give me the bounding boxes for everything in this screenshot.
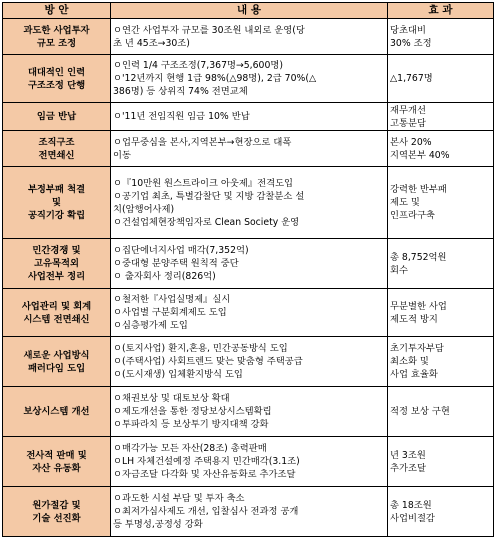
- content-cell-line: ㅇ중대형 분양주택 원칙적 중단: [113, 258, 239, 269]
- plan-cell-line: 원가절감 및: [32, 499, 81, 511]
- plan-cell-line: 사업관리 및 회계: [21, 300, 92, 312]
- content-cell-line: ㅇ업무중심을 본사,지역본부→현장으로 대폭: [113, 136, 292, 148]
- effect-cell-line: 본사 20%: [390, 136, 432, 148]
- plan-cell-line: 규모 조정: [36, 37, 77, 49]
- content-cell: [111, 239, 388, 289]
- content-cell-line: ㅇ(토지사업) 환지,혼용, 민간공동방식 도입: [113, 343, 288, 354]
- plan-cell-line: 부정부패 척결: [27, 184, 86, 195]
- effect-cell-line: 추가조달: [390, 462, 426, 474]
- effect-cell-line: 사업 효율화: [390, 369, 438, 380]
- plan-cell-line: 새로운 사업방식: [23, 349, 90, 361]
- plan-cell: [3, 437, 111, 487]
- content-cell-line: 등 투명성,공정성 강화: [113, 519, 203, 530]
- plan-cell-line: 임금 반납: [36, 111, 77, 122]
- effect-cell: [388, 337, 494, 387]
- plan-cell: [3, 289, 111, 337]
- content-cell-line: ㅇ연간 사업투자 규모를 30조원 내외로 운영(당: [113, 24, 305, 36]
- table-row: [3, 55, 494, 103]
- table-row: [3, 487, 494, 537]
- content-cell-line: 이동: [113, 149, 131, 161]
- plan-cell-line: 과도한 사업투자: [23, 24, 90, 36]
- table-row: [3, 337, 494, 387]
- content-cell-line: ㅇ(도시재생) 입체환지방식 도입: [113, 369, 243, 380]
- effect-cell-line: 제도적 방지: [390, 313, 438, 325]
- plan-cell-line: 고유목적외: [34, 258, 79, 269]
- content-cell-line: 치(암행어사제): [113, 203, 175, 215]
- header-content: 내 용: [111, 3, 388, 19]
- plan-cell: [3, 131, 111, 167]
- policy-table: [2, 2, 494, 537]
- table-row: [3, 289, 494, 337]
- effect-cell-line: △1,767명: [390, 73, 433, 84]
- effect-cell: [388, 55, 494, 103]
- effect-cell: [388, 487, 494, 537]
- content-cell: [111, 55, 388, 103]
- plan-cell-line: 기술 선진화: [32, 512, 81, 524]
- effect-cell-line: 총 18조원: [390, 499, 432, 511]
- table-row: [3, 167, 494, 239]
- effect-cell: [388, 437, 494, 487]
- plan-cell-line: 및: [52, 197, 61, 208]
- effect-cell-line: 년 3조원: [390, 449, 426, 461]
- content-cell-line: ㅇLH 자체건설예정 주택용지 민간매각(3.1조): [113, 456, 300, 467]
- content-cell-line: 초 년 45조→30조): [113, 37, 190, 49]
- content-cell: [111, 387, 388, 437]
- content-cell-line: ㅇ 출자회사 정리(826억): [113, 271, 216, 282]
- plan-cell-line: 사업전부 정리: [27, 271, 86, 282]
- effect-cell-line: 총 8,752억원: [390, 251, 447, 263]
- content-cell-line: ㅇ철저한『사업실명제』실시: [113, 294, 231, 305]
- content-cell-line: ㅇ최저가심사제도 개선, 입찰심사 전과정 공개: [113, 506, 299, 517]
- header-effect: 효 과: [388, 3, 494, 19]
- effect-cell: [388, 103, 494, 131]
- plan-cell-line: 대대적인 인력: [27, 66, 86, 78]
- plan-cell-line: 보상시스템 개선: [23, 406, 90, 417]
- content-cell: [111, 131, 388, 167]
- content-cell-line: ㅇ인력 1/4 구조조정(7,367명→5,600명): [113, 60, 283, 71]
- header-plan: 방 안: [3, 3, 111, 19]
- content-cell-line: ㅇ건설업체현장책임자로 Clean Society 운영: [113, 216, 300, 228]
- plan-cell: [3, 387, 111, 437]
- plan-cell-line: 전사적 판매 및: [26, 449, 87, 461]
- plan-cell: [3, 239, 111, 289]
- table-row: [3, 239, 494, 289]
- effect-cell-line: 인프라구축: [390, 210, 435, 221]
- content-cell: [111, 487, 388, 537]
- content-cell: [111, 337, 388, 387]
- effect-cell-line: 제도 및: [390, 197, 420, 208]
- effect-cell-line: 고통분담: [390, 117, 426, 129]
- effect-cell-line: 재무개선: [390, 104, 426, 116]
- plan-cell-line: 구조조정 단행: [27, 79, 86, 91]
- plan-cell-line: 공직기강 확립: [27, 210, 86, 221]
- effect-cell-line: 지역본부 40%: [390, 149, 450, 161]
- content-cell-line: ㅇ공기업 최초, 특별감찰단 및 지방 감찰분소 설: [113, 190, 305, 202]
- content-cell-line: ㅇ『10만원 원스트라이크 아웃제』전격도입: [113, 177, 294, 189]
- effect-cell-line: 회수: [390, 264, 408, 276]
- effect-cell: [388, 239, 494, 289]
- content-cell-line: ㅇ투파라치 등 보상투기 방지대책 강화: [113, 419, 269, 430]
- plan-cell-line: 전면쇄신: [38, 149, 75, 161]
- content-cell: [111, 167, 388, 239]
- content-cell-line: ㅇ사업별 구분회계제도 도입: [113, 307, 227, 318]
- content-cell-line: ㅇ집단에너지사업 매각(7,352억): [113, 245, 249, 256]
- content-cell: [111, 289, 388, 337]
- plan-cell: [3, 337, 111, 387]
- effect-cell-line: 사업비절감: [390, 512, 435, 524]
- plan-cell-line: 시스템 전면쇄신: [23, 313, 90, 325]
- content-cell-line: ㅇ'11년 전임직원 임금 10% 반납: [113, 111, 250, 122]
- effect-cell-line: 30% 조정: [390, 37, 432, 49]
- plan-cell-line: 패러다임 도입: [27, 362, 86, 374]
- plan-cell: [3, 55, 111, 103]
- table-row: [3, 103, 494, 131]
- plan-cell-line: 조직구조: [38, 136, 75, 148]
- table-row: [3, 387, 494, 437]
- effect-cell-line: 적정 보상 구현: [390, 406, 450, 417]
- effect-cell: [388, 167, 494, 239]
- content-cell-line: ㅇ과도한 시설 부담 및 투자 축소: [113, 493, 245, 504]
- content-cell: [111, 103, 388, 131]
- header-row: [3, 3, 494, 19]
- effect-cell-line: 최소화 및: [390, 356, 429, 367]
- table-row: [3, 131, 494, 167]
- table-row: [3, 19, 494, 55]
- content-cell-line: ㅇ채권보상 및 대토보상 확대: [113, 393, 230, 404]
- table-row: [3, 437, 494, 487]
- effect-cell: [388, 131, 494, 167]
- content-cell-line: ㅇ'12년까지 현행 1급 98%(△98명), 2급 70%(△: [113, 73, 317, 84]
- plan-cell-line: 민간경쟁 및: [32, 245, 81, 256]
- plan-cell: [3, 19, 111, 55]
- content-cell-line: 386명) 등 상위직 74% 전면교체: [113, 86, 248, 97]
- plan-cell: [3, 167, 111, 239]
- effect-cell-line: 무분별한 사업: [390, 300, 447, 312]
- effect-cell-line: 초기투자부담: [390, 343, 444, 354]
- content-cell-line: ㅇ제도개선을 통한 정당보상시스템확립: [113, 406, 272, 417]
- plan-cell: [3, 103, 111, 131]
- content-cell: [111, 19, 388, 55]
- content-cell-line: ㅇ(주택사업) 사회트렌드 맞는 맞춤형 주택공급: [113, 356, 303, 367]
- content-cell-line: ㅇ매각가능 모든 자산(28조) 총력판매: [113, 443, 267, 454]
- content-cell: [111, 437, 388, 487]
- effect-cell-line: 강력한 반부패: [390, 184, 447, 195]
- plan-cell: [3, 487, 111, 537]
- effect-cell: [388, 19, 494, 55]
- effect-cell: [388, 387, 494, 437]
- plan-cell-line: 자산 유동화: [32, 462, 81, 474]
- effect-cell: [388, 289, 494, 337]
- content-cell-line: ㅇ심층평가제 도입: [113, 320, 188, 331]
- effect-cell-line: 당초대비: [390, 24, 426, 36]
- content-cell-line: ㅇ자금조달 다각화 및 자산유동화로 추가조달: [113, 469, 296, 480]
